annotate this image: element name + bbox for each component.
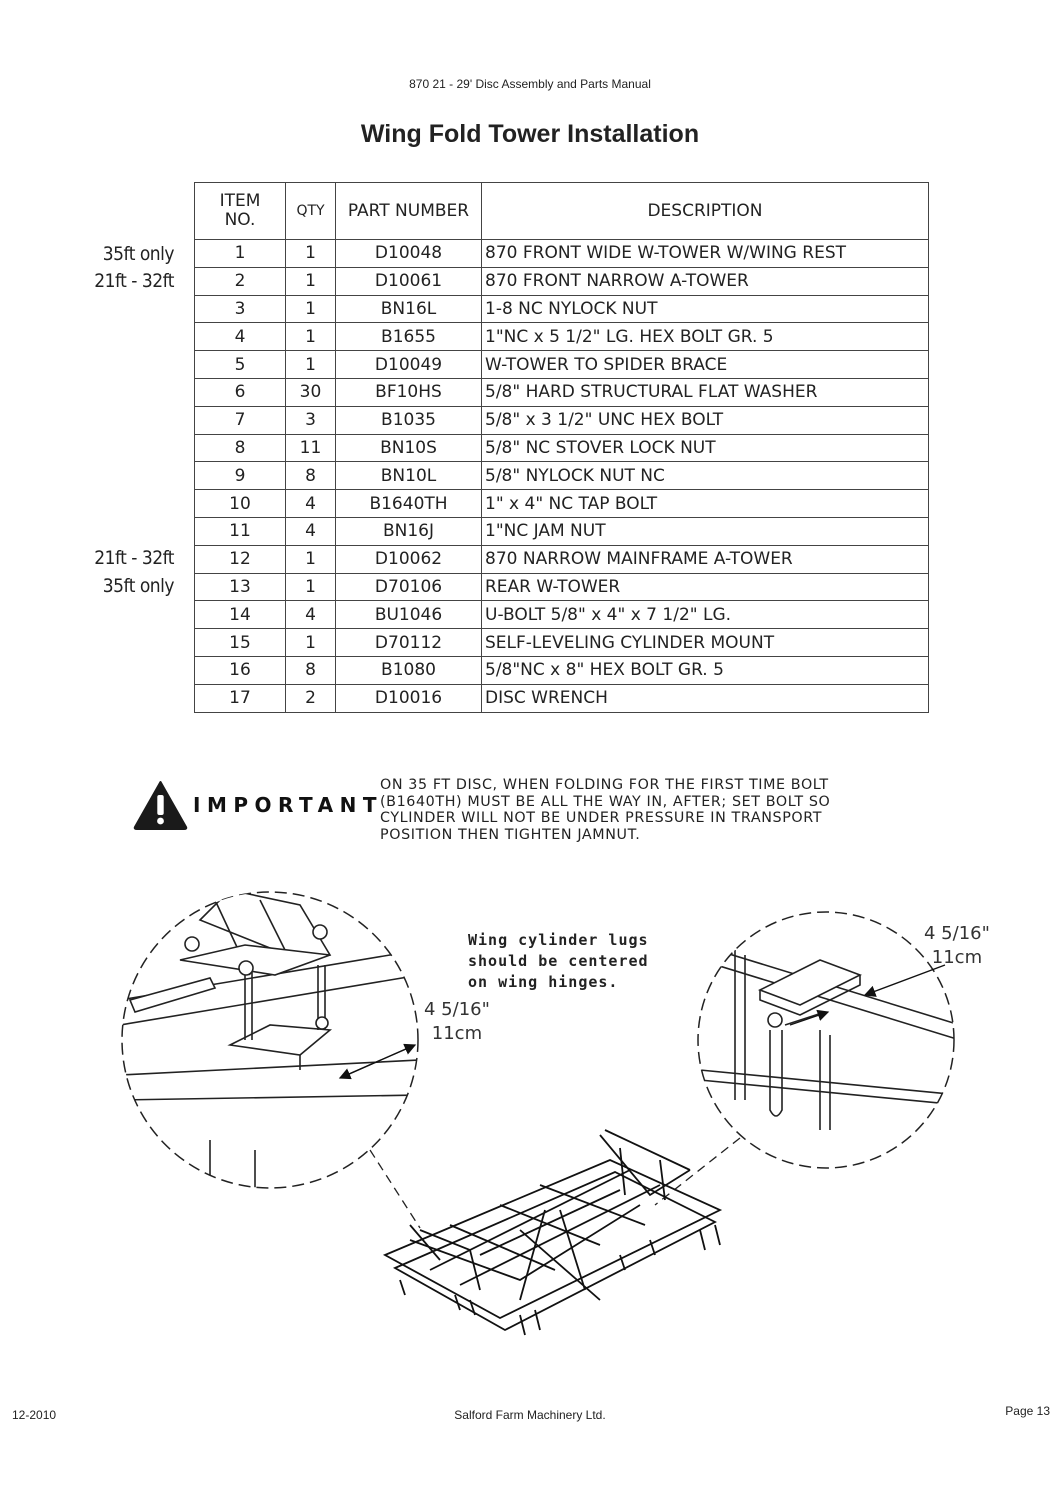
- side-label-21-32ft: 21ft - 32ft: [94, 547, 174, 569]
- description-cell: 5/8" x 3 1/2" UNC HEX BOLT: [482, 406, 929, 434]
- cylinder-lug-note: [468, 930, 649, 993]
- side-label-35ft: 35ft only: [102, 243, 174, 265]
- qty-header: QTY: [286, 183, 336, 240]
- qty-cell: 8: [286, 462, 336, 490]
- table-row: [195, 323, 929, 351]
- qty-cell: 1: [286, 629, 336, 657]
- side-label-21-32ft: 21ft - 32ft: [94, 270, 174, 292]
- item-cell: 10: [195, 490, 286, 518]
- qty-cell: 3: [286, 406, 336, 434]
- qty-cell: 1: [286, 295, 336, 323]
- table-row: [195, 490, 929, 518]
- qty-cell: 4: [286, 601, 336, 629]
- table-row: [195, 378, 929, 406]
- important-line: POSITION THEN TIGHTEN JAMNUT.: [380, 826, 641, 843]
- table-row: [195, 351, 929, 379]
- item-no-header: [195, 183, 286, 240]
- table-row: [195, 240, 929, 268]
- item-cell: 11: [195, 517, 286, 545]
- part-number-cell: D10061: [336, 267, 482, 295]
- part-number-cell: B1080: [336, 656, 482, 684]
- description-cell: 1-8 NC NYLOCK NUT: [482, 295, 929, 323]
- description-cell: 5/8" HARD STRUCTURAL FLAT WASHER: [482, 378, 929, 406]
- table-header-row: [195, 183, 929, 240]
- note-line: on wing hinges.: [468, 973, 619, 991]
- description-cell: 870 FRONT NARROW A-TOWER: [482, 267, 929, 295]
- qty-cell: 4: [286, 517, 336, 545]
- description-cell: 5/8" NYLOCK NUT NC: [482, 462, 929, 490]
- table-row: [195, 434, 929, 462]
- description-cell: W-TOWER TO SPIDER BRACE: [482, 351, 929, 379]
- dimension-cm: 11cm: [431, 1023, 483, 1044]
- part-number-cell: D10049: [336, 351, 482, 379]
- table-row: [195, 406, 929, 434]
- qty-cell: 1: [286, 351, 336, 379]
- qty-cell: 1: [286, 267, 336, 295]
- part-number-cell: BU1046: [336, 601, 482, 629]
- page-number: Page 13: [1005, 1404, 1050, 1418]
- warning-icon: [133, 780, 188, 830]
- description-cell: SELF-LEVELING CYLINDER MOUNT: [482, 629, 929, 657]
- part-number-cell: BN10S: [336, 434, 482, 462]
- item-cell: 4: [195, 323, 286, 351]
- side-label-35ft: 35ft only: [102, 575, 174, 597]
- table-row: [195, 295, 929, 323]
- table-row: [195, 267, 929, 295]
- footer-company: Salford Farm Machinery Ltd.: [454, 1408, 606, 1422]
- description-cell: 1"NC x 5 1/2" LG. HEX BOLT GR. 5: [482, 323, 929, 351]
- item-cell: 5: [195, 351, 286, 379]
- qty-cell: 1: [286, 323, 336, 351]
- table-row: [195, 629, 929, 657]
- dimension-cm: 11cm: [931, 947, 983, 968]
- table-row: [195, 517, 929, 545]
- item-header-line1: ITEM: [219, 191, 261, 211]
- qty-cell: 2: [286, 684, 336, 712]
- description-cell: 5/8" NC STOVER LOCK NUT: [482, 434, 929, 462]
- item-cell: 3: [195, 295, 286, 323]
- part-number-cell: BN10L: [336, 462, 482, 490]
- description-cell: DISC WRENCH: [482, 684, 929, 712]
- important-line: CYLINDER WILL NOT BE UNDER PRESSURE IN TRANSPORT: [380, 810, 823, 826]
- item-cell: 12: [195, 545, 286, 573]
- item-cell: 8: [195, 434, 286, 462]
- description-cell: REAR W-TOWER: [482, 573, 929, 601]
- description-cell: 870 FRONT WIDE W-TOWER W/WING REST: [482, 240, 929, 268]
- footer-date: 12-2010: [12, 1408, 57, 1422]
- page-title: Wing Fold Tower Installation: [360, 120, 700, 148]
- qty-cell: 8: [286, 656, 336, 684]
- item-cell: 16: [195, 656, 286, 684]
- description-cell: 1" x 4" NC TAP BOLT: [482, 490, 929, 518]
- qty-cell: 30: [286, 378, 336, 406]
- table-row: [195, 684, 929, 712]
- qty-cell: 1: [286, 545, 336, 573]
- dimension-inches: 4 5/16": [424, 999, 490, 1020]
- description-cell: 1"NC JAM NUT: [482, 517, 929, 545]
- item-cell: 1: [195, 240, 286, 268]
- disc-frame-drawing: [385, 1130, 720, 1335]
- parts-table: [194, 182, 929, 713]
- part-number-cell: BN16J: [336, 517, 482, 545]
- part-number-header: PART NUMBER: [336, 183, 482, 240]
- item-cell: 13: [195, 573, 286, 601]
- part-number-cell: D10048: [336, 240, 482, 268]
- qty-cell: 1: [286, 573, 336, 601]
- qty-cell: 11: [286, 434, 336, 462]
- note-line: should be centered: [468, 952, 649, 970]
- important-line: ON 35 FT DISC, WHEN FOLDING FOR THE FIRST TIME BOLT: [380, 777, 829, 793]
- table-row: [195, 656, 929, 684]
- item-header-line2: NO.: [224, 210, 256, 230]
- item-cell: 9: [195, 462, 286, 490]
- description-header: DESCRIPTION: [482, 183, 929, 240]
- part-number-cell: D70106: [336, 573, 482, 601]
- dimension-inches: 4 5/16": [924, 923, 990, 944]
- item-cell: 17: [195, 684, 286, 712]
- important-label: IMPORTANT: [193, 793, 383, 817]
- part-number-cell: B1640TH: [336, 490, 482, 518]
- table-row: [195, 573, 929, 601]
- part-number-cell: B1035: [336, 406, 482, 434]
- table-row: [195, 545, 929, 573]
- part-number-cell: BF10HS: [336, 378, 482, 406]
- table-row: [195, 601, 929, 629]
- part-number-cell: D70112: [336, 629, 482, 657]
- description-cell: 5/8"NC x 8" HEX BOLT GR. 5: [482, 656, 929, 684]
- right-detail-view: [698, 912, 960, 1168]
- description-cell: U-BOLT 5/8" x 4" x 7 1/2" LG.: [482, 601, 929, 629]
- part-number-cell: BN16L: [336, 295, 482, 323]
- dimension-left: [424, 998, 490, 1046]
- part-number-cell: B1655: [336, 323, 482, 351]
- qty-cell: 1: [286, 240, 336, 268]
- left-detail-view: [120, 890, 420, 1190]
- item-cell: 15: [195, 629, 286, 657]
- dimension-right: [924, 922, 990, 970]
- table-row: [195, 462, 929, 490]
- important-line: (B1640TH) MUST BE ALL THE WAY IN, AFTER; SET BOLT SO: [380, 793, 831, 810]
- part-number-cell: D10016: [336, 684, 482, 712]
- item-cell: 7: [195, 406, 286, 434]
- item-cell: 2: [195, 267, 286, 295]
- description-cell: 870 NARROW MAINFRAME A-TOWER: [482, 545, 929, 573]
- note-line: Wing cylinder lugs: [468, 931, 649, 949]
- qty-cell: 4: [286, 490, 336, 518]
- manual-title: 870 21 - 29' Disc Assembly and Parts Manual: [409, 77, 651, 91]
- item-cell: 6: [195, 378, 286, 406]
- important-note: [380, 777, 940, 843]
- item-cell: 14: [195, 601, 286, 629]
- part-number-cell: D10062: [336, 545, 482, 573]
